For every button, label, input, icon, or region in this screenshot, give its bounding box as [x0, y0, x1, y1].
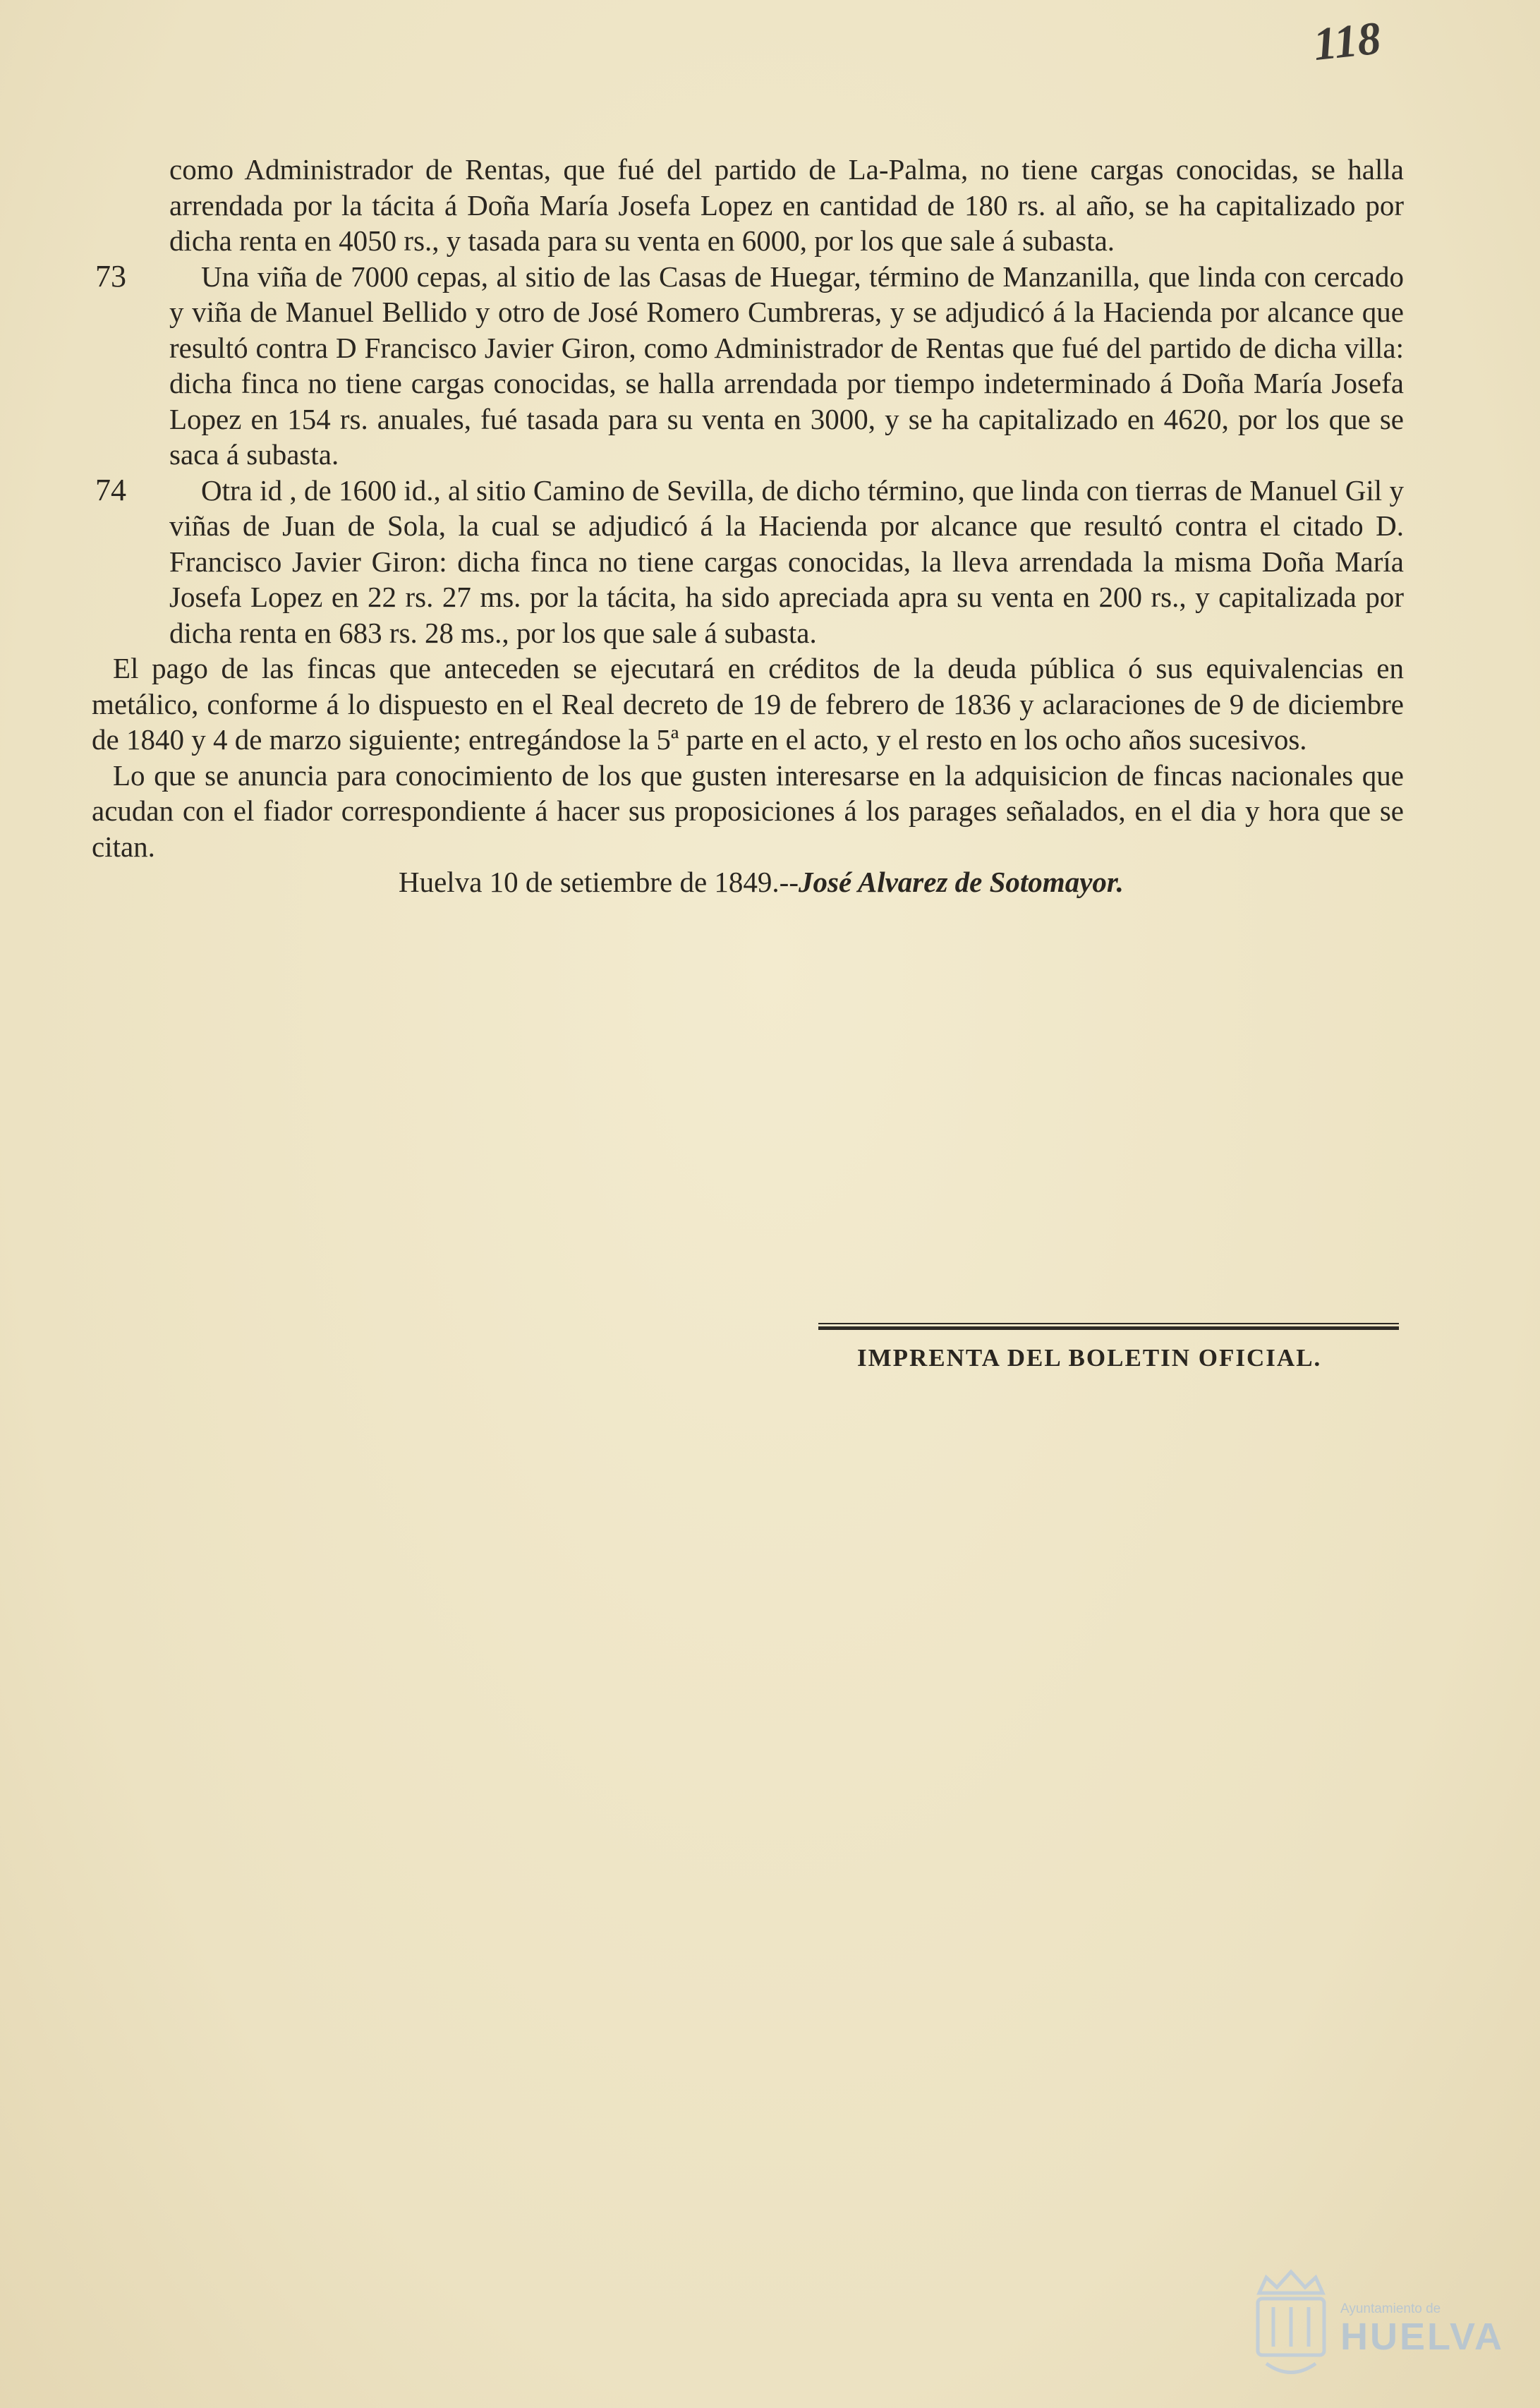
property-entry-73	[92, 259, 1404, 473]
entry-text: Una viña de 7000 cepas, al sitio de las Casas de Huegar, término de Manzanilla, que linda con cercado y viña de Manuel Bellido y otro de José Romero Cumbreras, y se adjudicó á la Hacienda por alcance que resultó contra D Francisco Javier Giron, como Administrador de Rentas que fué del partido de dicha villa: dicha finca no tiene cargas conocidas, se halla arrendada por tiempo indeterminado á Doña María Josefa Lopez en 154 rs. anuales, fué tasada para su venta en 3000, y se ha capitalizado en 4620, por los que se saca á subasta.	[169, 260, 1404, 471]
watermark-city: HUELVA	[1340, 2316, 1504, 2358]
watermark-caption-small: Ayuntamiento de	[1340, 2301, 1441, 2316]
place-date: Huelva 10 de setiembre de 1849.--	[399, 866, 799, 898]
document-body	[92, 152, 1404, 900]
signature-line	[92, 864, 1404, 900]
imprint-rule	[818, 1323, 1399, 1330]
property-entry-74	[92, 473, 1404, 651]
entry-text: Otra id , de 1600 id., al sitio Camino de Sevilla, de dicho término, que linda con tierras de Manuel Gil y viñas de Juan de Sola, la cual se adjudicó á la Hacienda por alcance que resultó contra el citado D. Francisco Javier Giron: dicha finca no tiene cargas conocidas, la lleva arrendada la misma Doña María Josefa Lopez en 22 rs. 27 ms. por la tácita, ha sido apreciada apra su venta en 200 rs., y capitalizada por dicha renta en 683 rs. 28 ms., por los que sale á subasta.	[169, 473, 1404, 649]
payment-paragraph: El pago de las fincas que anteceden se ejecutará en créditos de la deuda pública ó sus equivalencias en metálico, conforme á lo dispuesto en el Real decreto de 19 de febrero de 1836 y aclaraciones de 9 de diciembre de 1840 y 4 de marzo siguiente; entregándose la 5ª parte en el acto, y el resto en los ocho años sucesivos.	[92, 652, 1404, 756]
entry-number: 73	[95, 258, 126, 294]
watermark-caption	[1340, 2301, 1531, 2365]
signatory-name: José Alvarez de Sotomayor.	[798, 866, 1124, 898]
city-seal-watermark-icon	[1245, 2265, 1337, 2385]
continuation-paragraph: como Administrador de Rentas, que fué del partido de La-Palma, no tiene cargas conocidas, se halla arrendada por la tácita á Doña María Josefa Lopez en cantidad de 180 rs. al año, se ha capitalizado por dicha renta en 4050 rs., y tasada para su venta en 6000, por los que sale á subasta.	[169, 153, 1404, 257]
printer-imprint: IMPRENTA DEL BOLETIN OFICIAL.	[857, 1344, 1322, 1372]
folio-number: 118	[1311, 12, 1383, 71]
entry-number: 74	[95, 472, 126, 507]
announcement-paragraph: Lo que se anuncia para conocimiento de los que gusten interesarse en la adquisicion de fincas nacionales que acudan con el fiador correspondiente á hacer sus proposiciones á los parages señalados, en el dia y hora que se citan.	[92, 758, 1404, 863]
